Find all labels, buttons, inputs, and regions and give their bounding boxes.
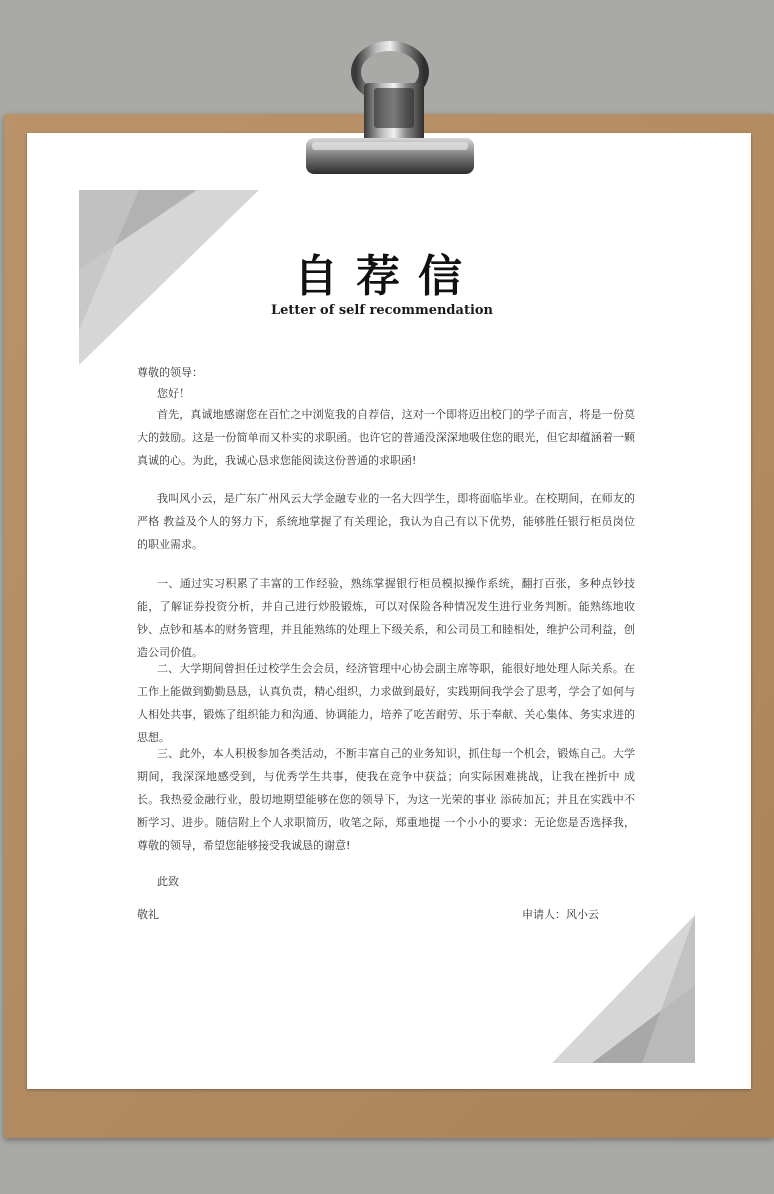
salutation: 尊敬的领导：: [137, 366, 203, 379]
closing: 此致: [157, 875, 179, 888]
bottom-right-decoration: [552, 915, 695, 1063]
regards: 敬礼: [137, 908, 159, 921]
paragraph-5: 三、此外，本人积极参加各类活动，不断丰富自己的业务知识，抓住每一个机会，锻炼自己。大学期间，我深深地感受到，与优秀学生共事，使我在竞争中获益；向实际困难挑战，让我在挫折中 成长。我热爱金融行业，殷切地期望能够在您的领导下，为这一光荣的事业 添砖加瓦；并且在实践中不断学习、进步。随信附上个人求职简历，收笔之际，郑重地提 一个小小的要求：无论您是否选择我，尊敬的领导，希望您能够接受我诚恳的谢意!: [137, 747, 635, 852]
paragraph-2: 我叫风小云，是广东广州风云大学金融专业的一名大四学生，即将面临毕业。在校期间，在师友的严格 教益及个人的努力下，系统地掌握了有关理论，我认为自己有以下优势，能够胜任银行柜员岗位的职业需求。: [137, 492, 635, 551]
letter-title: 自荐信: [294, 251, 480, 302]
letter-subtitle: Letter of self recommendation: [270, 303, 494, 318]
applicant-signature: 申请人：风小云: [522, 908, 599, 921]
paragraph-3: 一、通过实习积累了丰富的工作经验，熟练掌握银行柜员模拟操作系统，翻打百张，多种点钞技能，了解证券投资分析，并自己进行炒股锻炼，可以对保险各种情况发生进行业务判断。能熟练地收钞、点钞和基本的财务管理，并且能熟练的处理上下级关系，和公司员工和睦相处，维护公司利益，创造公司价值。: [137, 577, 635, 659]
greeting: 您好！: [157, 387, 190, 400]
paragraph-1: 首先，真诚地感谢您在百忙之中浏览我的自荐信，这对一个即将迈出校门的学子而言，将是一份莫大的鼓励。这是一份简单而又朴实的求职函。也许它的普通没深深地吸住您的眼光，但它却蕴涵着一颗真诚的心。为此，我诚心恳求您能阅读这份普通的求职函!: [137, 408, 635, 467]
paragraph-4: 二、大学期间曾担任过校学生会会员，经济管理中心协会副主席等职，能很好地处理人际关系。在工作上能做到勤勤恳恳，认真负责，精心组织，力求做到最好，实践期间我学会了思考，学会了如何与人相处共事，锻炼了组织能力和沟通、协调能力，培养了吃苦耐劳、乐于奉献、关心集体、务实求进的思想。: [137, 662, 635, 744]
binder-clip-icon: [298, 28, 488, 178]
